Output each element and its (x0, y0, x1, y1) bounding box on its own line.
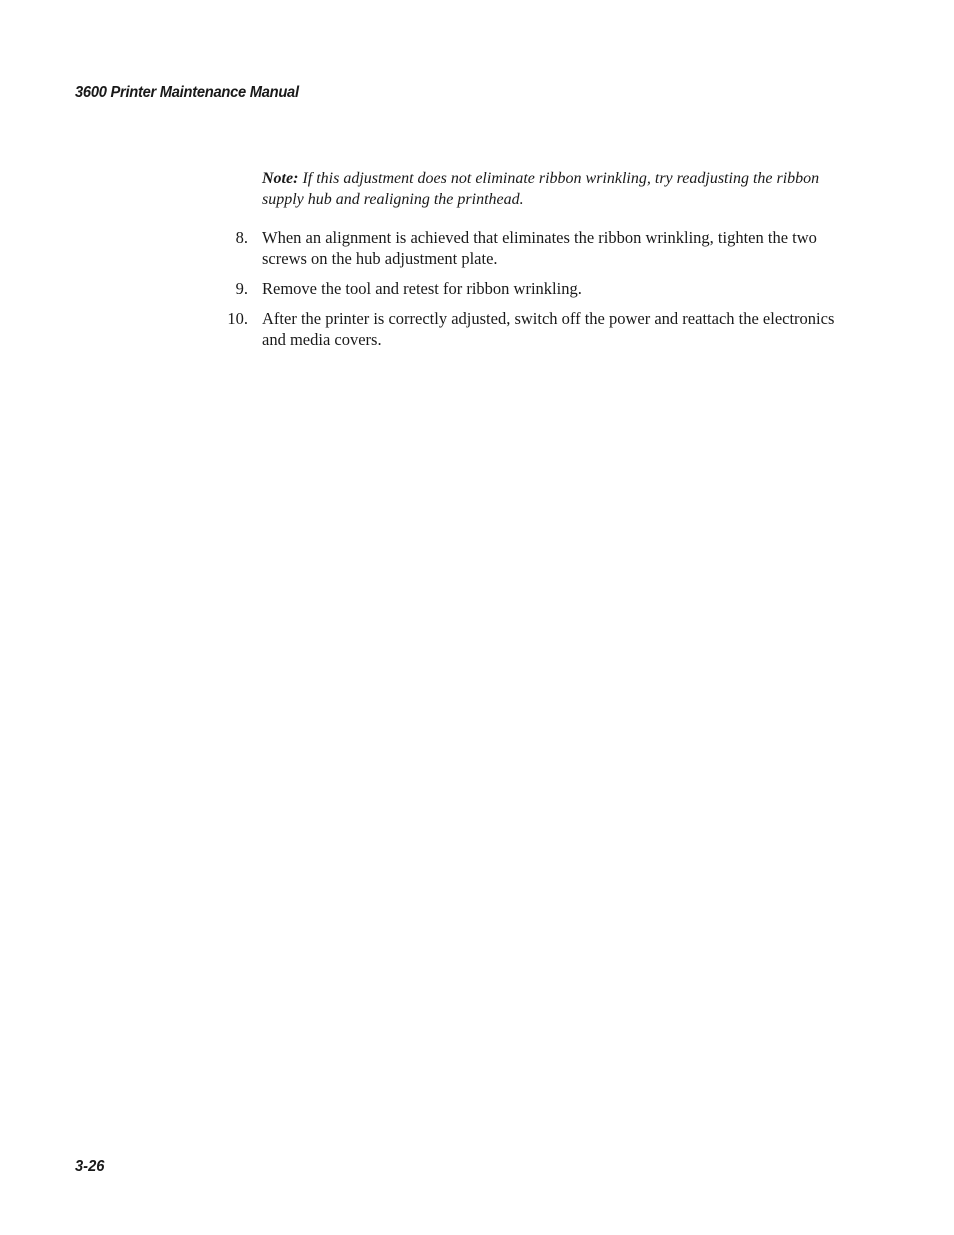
step-number: 10. (227, 309, 248, 328)
note-label: Note: (262, 170, 299, 187)
running-header: 3600 Printer Maintenance Manual (75, 84, 299, 101)
note-text: If this adjustment does not eliminate ribbon wrinkling, try readjusting the ribbon supply hub and realigning the printhead. (262, 170, 820, 208)
procedure-steps (227, 227, 852, 350)
page-number: 3-26 (75, 1158, 105, 1175)
step-number: 9. (235, 279, 248, 298)
note (262, 168, 852, 210)
step-item (235, 227, 852, 269)
step-item (227, 308, 852, 350)
step-text: Remove the tool and retest for ribbon wrinkling. (262, 279, 582, 298)
step-text: When an alignment is achieved that eliminates the ribbon wrinkling, tighten the two screws on the hub adjustment plate. (262, 228, 817, 268)
step-text: After the printer is correctly adjusted, switch off the power and reattach the electronics and media covers. (262, 309, 835, 349)
step-number: 8. (235, 228, 248, 247)
step-item (235, 278, 852, 299)
page-content (227, 168, 852, 359)
